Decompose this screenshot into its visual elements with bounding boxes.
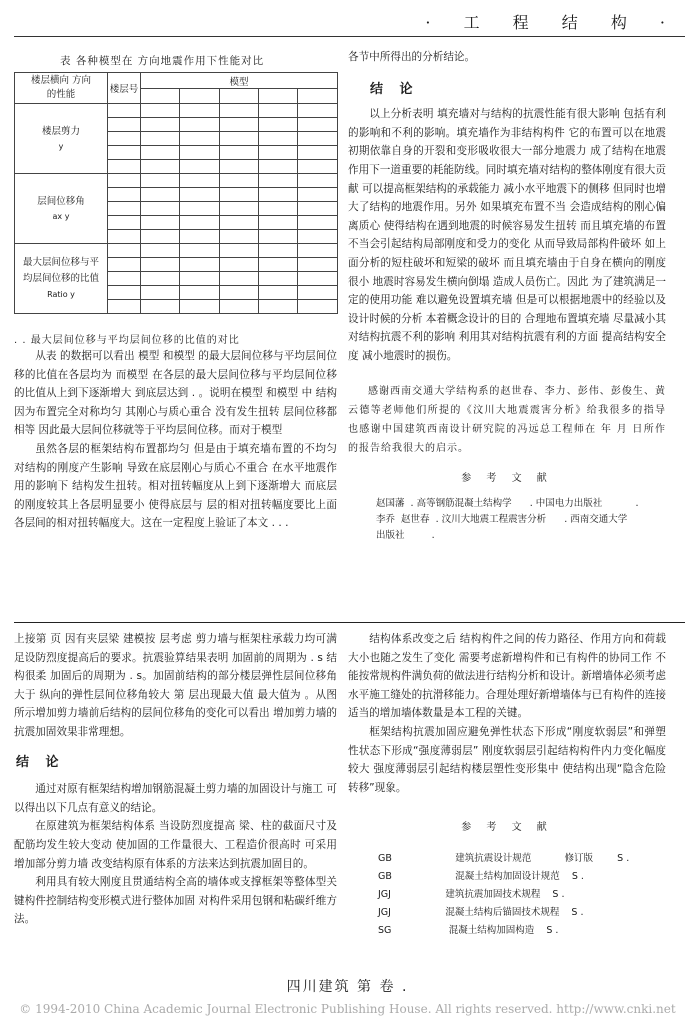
table-corner-header: 楼层横向 方向 的性能 — [15, 73, 108, 104]
references-heading: 参 考 文 献 — [461, 472, 553, 484]
reference-item: 李乔 赵世春 . 汶川大地震工程震害分析 . 西南交通大学 — [376, 514, 628, 526]
paragraph: 框架结构抗震加固应避免弹性状态下形成“刚度软弱层”和弹塑性状态下形成“强度薄弱层” 刚度软弱层引起结构构件内力变化幅度较大 强度薄弱层引起结构楼层塑性变形集中 使结构出现“隐含危险转移”现象。 — [348, 725, 666, 794]
journal-footer: 四川建筑 第 卷 . — [286, 979, 409, 995]
reference-item: SG 混凝土结构加固构造 S . — [378, 924, 559, 936]
reference-list — [348, 850, 666, 940]
reference-item: 出版社 . — [376, 530, 435, 542]
paragraph: 在原建筑为框架结构体系 当设防烈度提高 梁、柱的截面尺寸及配筋均发生较大变动 使加固的工作量很大、工程造价很高时 可采用增加部分剪力墙 改变结构原有体系的方法来达到抗震加固目的。 — [14, 820, 337, 870]
paragraph: 上接第 页 因有夹层梁 建模按 层考虑 剪力墙与框架柱承载力均可满足设防烈度提高后的要求。抗震验算结果表明 加固前的周期为 . s 结构很柔 加固后的周期为 . s。加固前结构的部分楼层弹性层间位移角大于 纵向的弹性层间位移角较大 第 层出现最大值 最大值为 。从图 所示增加剪力墙前后结构的层间位移角的变化可以看出 增加剪力墙的抗震加固效果非常理想。 — [14, 633, 337, 738]
reference-item: GB 混凝土结构加固设计规范 S . — [378, 870, 584, 882]
upper-right-body — [348, 48, 666, 544]
reference-item: 赵国藩 . 高等钢筋混凝土结构学 . 中国电力出版社 . — [376, 498, 639, 510]
lower-right-body — [348, 630, 666, 940]
journal-header-title: · 工 程 结 构 · — [425, 13, 679, 32]
row-label-drift-ratio: 层间位移角 ax y — [15, 174, 108, 244]
paragraph: 结构体系改变之后 结构构件之间的传力路径、作用方向和荷载大小也随之发生了变化 需要考虑新增构件和已有构件的协同工作 不能按常规构件满负荷的做法进行结构分析和设计。新增墙体必须考虑水平施工缝处的抗滑移能力。合理处理好新增墙体与已有构件的连接 适当的增加墙体数量是本工程的关键。 — [348, 633, 666, 720]
acknowledgement: 感谢西南交通大学结构系的赵世春、李力、彭伟、彭俊生、黄云德等老师他们所提的《汶川大地震震害分析》给我很多的指导 也感谢中国建筑西南设计研究院的冯远总工程师在 年 月 日所作的报告给我很大的启示。 — [348, 385, 666, 454]
reference-item: JGJ 混凝土结构后锚固技术规程 S . — [378, 906, 584, 918]
comparison-table — [14, 72, 338, 314]
reference-list — [348, 496, 666, 544]
reference-item: GB 建筑抗震设计规范 修订版 S . — [378, 852, 630, 864]
figure-caption: . . 最大层间位移与平均层间位移的比值的对比 — [14, 335, 240, 346]
paragraph: 虽然各层的框架结构布置都均匀 但是由于填充墙布置的不均匀 对结构的刚度产生影响 导致在底层刚心与质心不重合 在水平地震作用的影响下 结构发生扭转。相对扭转幅度从上到下逐渐增大 而底层的刚度较其上各层明显要小 使得底层与 层的相对扭转幅度要比上面各层间的相对扭转幅度大。这在一定程度上验证了本文 . . . — [14, 442, 337, 530]
paragraph: 以上分析表明 填充墙对与结构的抗震性能有很大影响 包括有利的影响和不利的影响。填充墙作为非结构构件 它的布置可以在地震初期依靠自身的开裂和变形吸收很大一部分地震力 成了结构在地震作用下一道重要的耗能防线。同时填充墙对结构的整体刚度有很大贡献 可以提高框架结构的承载能力 减小水平地震下的侧移 但同时也增大了结构的地震作用。另外 如果填充布置不当 会造成结构的刚心偏离质心 使得结构在遇到地震的时候容易发生扭转 而且填充墙的布置不当会引起结构局部刚度和受力的变化 从而导致局部构件破坏 如上面分析的短柱破坏和短梁的破坏 而且填充墙由于自身在横向的刚度很小 地震时容易发生横向倒塌 造成人员伤亡。因此 为了建筑满足一定的使用功能 难以避免设置填充墙 但是可以根据地震中的经验以及设计时候的分析 本着概念设计的目的 合理地布置填充墙 尽量减小其对结构抗震不利的影响 利用其对结构抗震有利的方面 提高结构安全度 减小地震时的损伤。 — [348, 108, 666, 362]
references-heading: 参 考 文 献 — [461, 822, 553, 834]
intro-line: 各节中所得出的分析结论。 — [348, 51, 476, 63]
paragraph: 通过对原有框架结构增加钢筋混凝土剪力墙的加固设计与施工 可以得出以下几点有意义的结论。 — [14, 783, 337, 814]
row-label-max-avg-ratio: 最大层间位移与平 均层间位移的比值 Ratio y — [15, 244, 108, 314]
section-heading-conclusion: 结 论 — [370, 81, 419, 97]
copyright-watermark: © 1994-2010 China Academic Journal Electronic Publishing House. All rights reserved. http://www.cnki.net — [19, 1002, 676, 1016]
section-divider — [14, 622, 685, 623]
lower-left-body — [14, 630, 337, 929]
section-heading-conclusion: 结 论 — [16, 754, 65, 770]
floor-column-header: 楼层号 — [108, 73, 141, 104]
paragraph: 从表 的数据可以看出 模型 和模型 的最大层间位移与平均层间位移的比值在各层均为 而模型 在各层的最大层间位移与平均层间位移的比值从上到下逐渐增大 到底层达到 . 。说明在模型 和模型 中 结构因为布置完全对称均匀 其刚心与质心重合 没有发生扭转 层间位移都相等 因此最大层间位移就等于平均层间位移。而对于模型 — [14, 350, 337, 437]
model-column-header: 模型 — [141, 73, 338, 89]
paragraph: 利用具有较大刚度且贯通结构全高的墙体或支撑框架等整体型关键构件控制结构变形模式进行整体加固 对构件采用包钢和粘碳纤维方法。 — [14, 876, 337, 926]
header-rule — [14, 36, 685, 37]
upper-left-body — [14, 347, 337, 533]
row-label-story-shear: 楼层剪力 y — [15, 104, 108, 174]
reference-item: JGJ 建筑抗震加固技术规程 S . — [378, 888, 565, 900]
table-caption: 表 各种模型在 方向地震作用下性能对比 — [60, 55, 265, 67]
